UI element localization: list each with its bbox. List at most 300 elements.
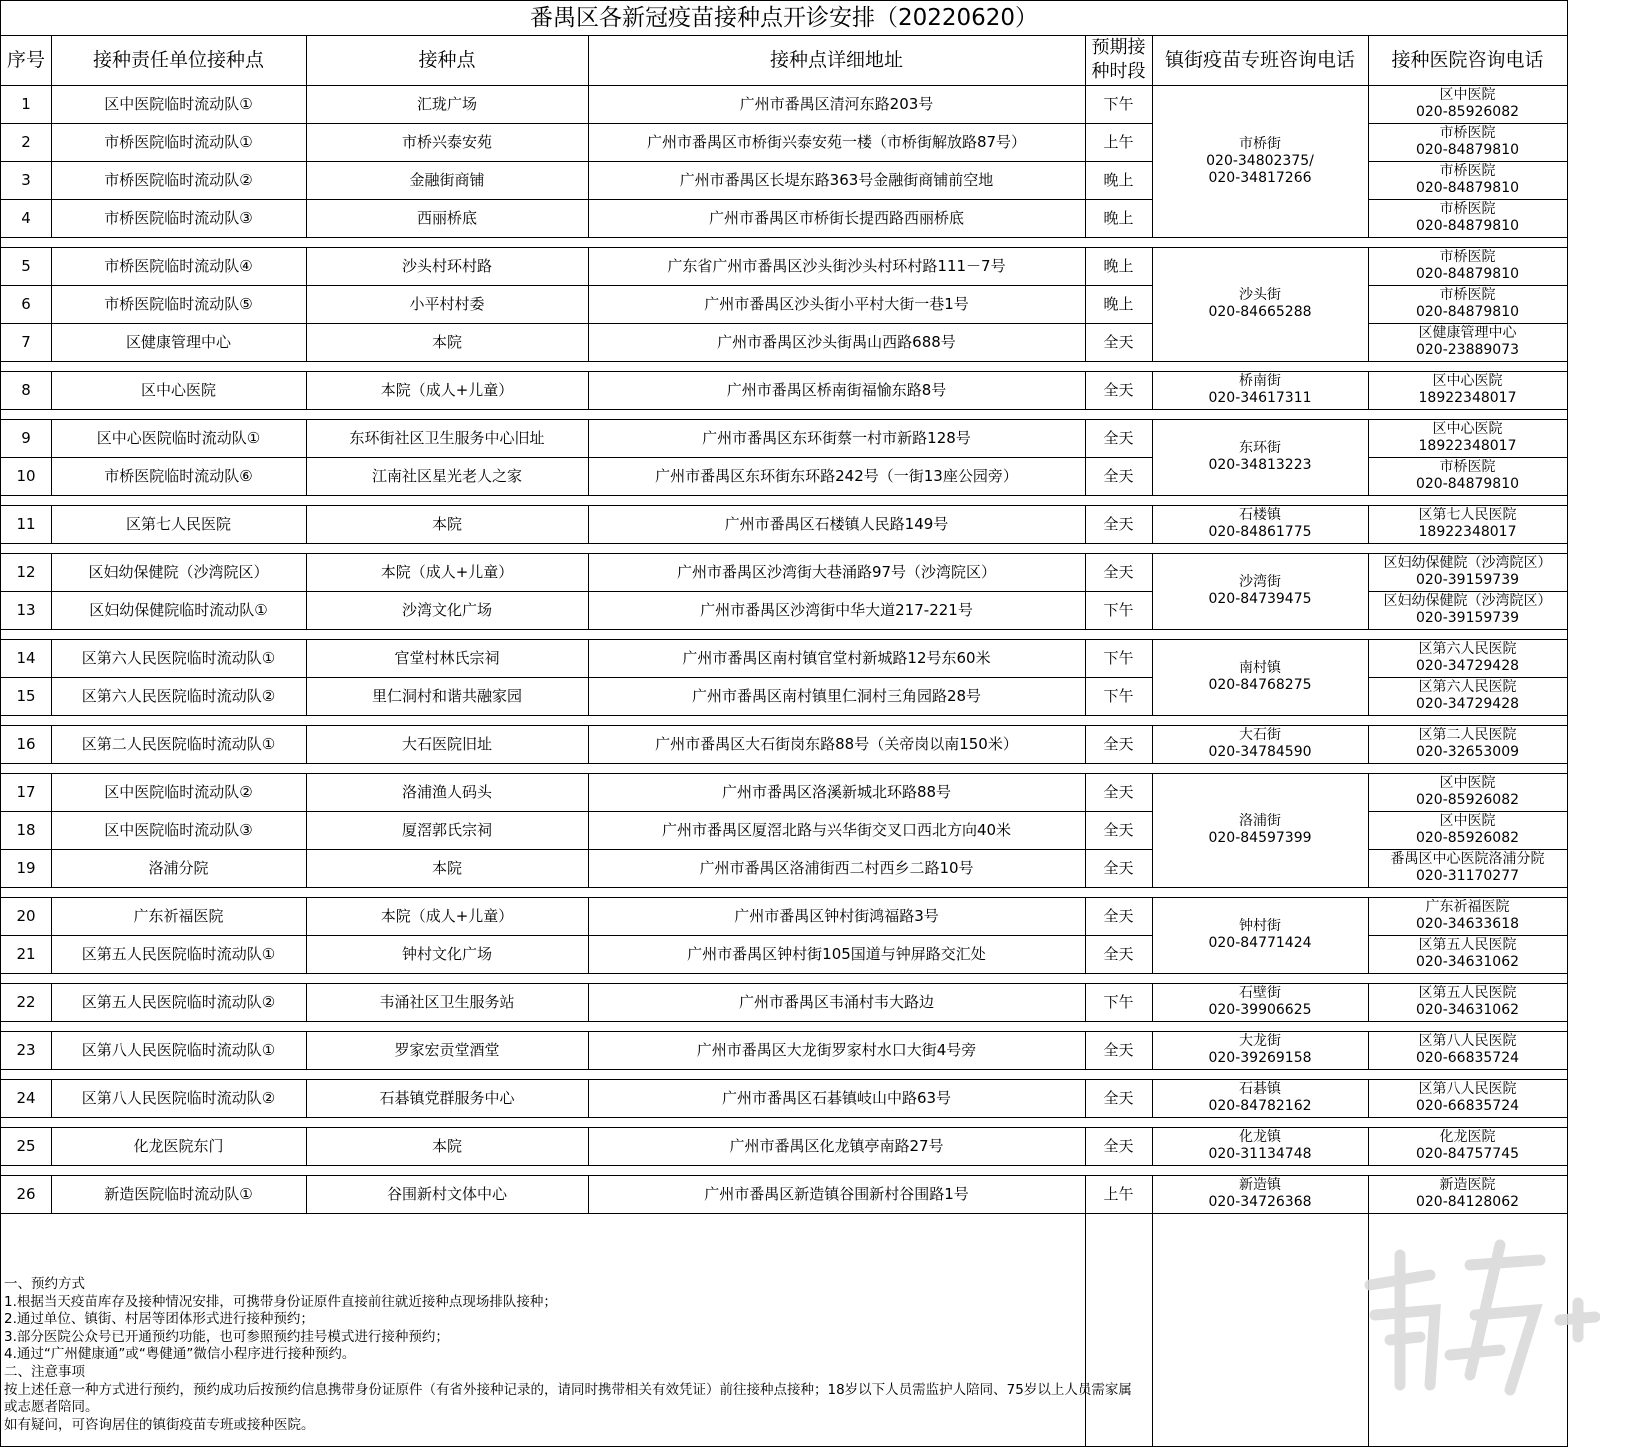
row-unit-text: 市桥医院临时流动队① bbox=[104, 132, 253, 151]
row-site-text: 石碁镇党群服务中心 bbox=[379, 1088, 515, 1107]
row-hospital-contact bbox=[1368, 371, 1567, 409]
row-site-text: 厦滘郭氏宗祠 bbox=[401, 820, 492, 839]
row-unit-text: 市桥医院临时流动队⑥ bbox=[104, 466, 253, 485]
grid-line bbox=[1, 247, 1152, 248]
grid-line bbox=[1368, 1031, 1369, 1069]
row-time bbox=[1085, 897, 1152, 935]
row-address-text: 广东省广州市番禺区沙头街沙头村环村路111－7号 bbox=[667, 256, 1006, 275]
row-site-text: 里仁洞村和谐共融家园 bbox=[371, 686, 522, 705]
note-item: 2.通过单位、镇街、村居等团体形式进行接种预约； bbox=[4, 1311, 314, 1328]
row-hospital-contact bbox=[1368, 811, 1567, 849]
row-address bbox=[588, 1175, 1085, 1213]
row-index bbox=[1, 323, 51, 361]
grid-line bbox=[1368, 553, 1369, 629]
grid-line bbox=[1152, 639, 1368, 640]
grid-line bbox=[1, 1031, 1152, 1032]
row-hospital-contact-text: 区中医院 bbox=[1439, 775, 1496, 791]
grid-line bbox=[1152, 247, 1153, 361]
header-time bbox=[1085, 35, 1152, 85]
row-hospital-contact-text: 市桥医院 bbox=[1439, 163, 1496, 179]
grid-line bbox=[588, 725, 589, 763]
row-index-text: 8 bbox=[21, 380, 31, 399]
grid-line bbox=[1368, 1165, 1567, 1166]
town-contact-text: 020-34817266 bbox=[1208, 169, 1312, 186]
grid-line bbox=[1152, 1127, 1368, 1128]
row-unit bbox=[51, 1127, 306, 1165]
grid-line bbox=[588, 983, 589, 1021]
row-index-text: 22 bbox=[16, 992, 36, 1011]
town-contact bbox=[1152, 419, 1368, 495]
row-hospital-contact-text: 020-84879810 bbox=[1415, 142, 1520, 158]
row-unit bbox=[51, 419, 306, 457]
grid-line bbox=[1152, 1213, 1153, 1446]
grid-line bbox=[1368, 887, 1567, 888]
row-time-text: 全天 bbox=[1103, 514, 1134, 533]
grid-line bbox=[1368, 639, 1567, 640]
row-hospital-contact-text: 区第六人民医院 bbox=[1418, 641, 1517, 657]
row-address-text: 广州市番禺区长堤东路363号金融街商铺前空地 bbox=[679, 170, 994, 189]
grid-line bbox=[1, 457, 1152, 458]
row-unit bbox=[51, 371, 306, 409]
grid-line bbox=[1368, 361, 1567, 362]
town-contact-text: 石楼镇 bbox=[1239, 507, 1281, 523]
grid-line bbox=[1, 715, 1152, 716]
town-contact-text: 020-34802375/ bbox=[1206, 152, 1314, 169]
grid-line bbox=[306, 505, 307, 543]
notes-heading-attention: 二、注意事项 bbox=[4, 1363, 85, 1380]
grid-line bbox=[1152, 1127, 1153, 1165]
town-contact bbox=[1152, 85, 1368, 237]
row-hospital-contact-text: 区中医院 bbox=[1439, 87, 1496, 103]
town-contact bbox=[1152, 505, 1368, 543]
grid-line bbox=[1152, 371, 1153, 409]
grid-line bbox=[1368, 639, 1369, 715]
row-address-text: 广州市番禺区沙湾街大巷涌路97号（沙湾院区） bbox=[676, 562, 997, 581]
row-address bbox=[588, 1031, 1085, 1069]
row-time-text: 晚上 bbox=[1103, 170, 1134, 189]
grid-line bbox=[1368, 773, 1567, 774]
row-hospital-contact-text: 区第五人民医院 bbox=[1418, 985, 1517, 1001]
grid-line bbox=[1, 1117, 1152, 1118]
row-time-text: 全天 bbox=[1103, 428, 1134, 447]
grid-line bbox=[1, 543, 1152, 544]
grid-line bbox=[51, 1079, 52, 1117]
row-time bbox=[1085, 505, 1152, 543]
row-index bbox=[1, 1127, 51, 1165]
row-hospital-contact bbox=[1368, 1127, 1567, 1165]
row-time bbox=[1085, 1175, 1152, 1213]
row-site-text: 江南社区星光老人之家 bbox=[371, 466, 522, 485]
row-unit bbox=[51, 199, 306, 237]
grid-line bbox=[306, 247, 307, 361]
town-contact bbox=[1152, 1031, 1368, 1069]
row-hospital-contact bbox=[1368, 639, 1567, 677]
row-address-text: 广州市番禺区新造镇谷围新村谷围路1号 bbox=[704, 1184, 969, 1203]
row-address-text: 广州市番禺区清河东路203号 bbox=[739, 94, 934, 113]
row-address bbox=[588, 371, 1085, 409]
town-contact-text: 大石街 bbox=[1239, 727, 1281, 743]
town-contact-text: 020-39269158 bbox=[1208, 1050, 1312, 1066]
note-item: 如有疑问，可咨询居住的镇街疫苗专班或接种医院。 bbox=[4, 1416, 315, 1433]
row-unit bbox=[51, 773, 306, 811]
row-unit-text: 区妇幼保健院（沙湾院区） bbox=[88, 562, 269, 581]
grid-line bbox=[1152, 495, 1368, 496]
grid-line bbox=[1, 1213, 1152, 1214]
row-hospital-contact bbox=[1368, 1175, 1567, 1213]
row-index bbox=[1, 897, 51, 935]
grid-line bbox=[1, 1069, 1152, 1070]
row-address-text: 广州市番禺区化龙镇亭南路27号 bbox=[729, 1136, 944, 1155]
row-site bbox=[306, 849, 588, 887]
row-index-text: 25 bbox=[16, 1136, 36, 1155]
row-index bbox=[1, 1079, 51, 1117]
row-address-text: 广州市番禺区大龙街罗家村水口大街4号旁 bbox=[696, 1040, 977, 1059]
town-contact bbox=[1152, 553, 1368, 629]
row-unit bbox=[51, 591, 306, 629]
row-address bbox=[588, 849, 1085, 887]
row-index-text: 6 bbox=[21, 294, 31, 313]
row-hospital-contact-text: 区第八人民医院 bbox=[1418, 1081, 1517, 1097]
row-time bbox=[1085, 725, 1152, 763]
town-contact-text: 020-34784590 bbox=[1208, 744, 1312, 760]
row-time-text: 上午 bbox=[1103, 1184, 1134, 1203]
row-address-text: 广州市番禺区东环街东环路242号（一街13座公园旁） bbox=[655, 466, 1018, 485]
row-hospital-contact bbox=[1368, 247, 1567, 285]
grid-line bbox=[1368, 1213, 1567, 1214]
grid-line bbox=[1368, 409, 1567, 410]
row-time bbox=[1085, 811, 1152, 849]
grid-line bbox=[1152, 1117, 1368, 1118]
grid-line bbox=[1368, 1079, 1369, 1117]
grid-line bbox=[1152, 247, 1368, 248]
row-hospital-contact bbox=[1368, 285, 1567, 323]
row-index bbox=[1, 1031, 51, 1069]
row-site bbox=[306, 419, 588, 457]
grid-line bbox=[1085, 983, 1086, 1021]
grid-line bbox=[1368, 247, 1567, 248]
grid-line bbox=[1368, 897, 1369, 973]
row-site bbox=[306, 85, 588, 123]
row-address bbox=[588, 323, 1085, 361]
row-hospital-contact bbox=[1368, 725, 1567, 763]
town-contact-text: 化龙镇 bbox=[1239, 1129, 1281, 1145]
grid-line bbox=[1368, 773, 1369, 887]
row-address bbox=[588, 285, 1085, 323]
grid-line bbox=[1152, 763, 1368, 764]
row-site-text: 沙头村环村路 bbox=[401, 256, 492, 275]
grid-line bbox=[306, 639, 307, 715]
row-index-text: 12 bbox=[16, 562, 36, 581]
grid-line bbox=[306, 725, 307, 763]
grid-line bbox=[1368, 237, 1567, 238]
row-unit-text: 广东祈福医院 bbox=[133, 906, 224, 925]
row-index-text: 20 bbox=[16, 906, 36, 925]
grid-line bbox=[1, 629, 1152, 630]
grid-line bbox=[1085, 371, 1086, 409]
row-hospital-contact-text: 020-34631062 bbox=[1415, 954, 1520, 970]
grid-line bbox=[1, 553, 1152, 554]
note-item: 按上述任意一种方式进行预约，预约成功后按预约信息携带身份证原件（有省外接种记录的，请同时携带相关有效凭证）前往接种点接种；18岁以下人员需监护人陪同、75岁以上人员需家属或志愿者陪同。 bbox=[4, 1381, 1132, 1416]
row-unit bbox=[51, 161, 306, 199]
row-time bbox=[1085, 123, 1152, 161]
grid-line bbox=[1152, 725, 1368, 726]
note-item: 1.根据当天疫苗库存及接种情况安排，可携带身份证原件直接前往就近接种点现场排队接种； bbox=[4, 1293, 557, 1310]
row-index bbox=[1, 639, 51, 677]
row-hospital-contact-text: 区妇幼保健院（沙湾院区） bbox=[1383, 555, 1552, 571]
row-site bbox=[306, 285, 588, 323]
grid-line bbox=[1, 495, 1152, 496]
row-address bbox=[588, 1079, 1085, 1117]
grid-line bbox=[1368, 553, 1567, 554]
grid-line bbox=[1152, 1079, 1368, 1080]
row-site bbox=[306, 591, 588, 629]
row-hospital-contact-text: 020-66835724 bbox=[1415, 1098, 1520, 1114]
row-time bbox=[1085, 935, 1152, 973]
town-contact bbox=[1152, 371, 1368, 409]
header-site bbox=[306, 35, 588, 85]
row-site bbox=[306, 457, 588, 495]
town-contact-text: 钟村街 bbox=[1239, 918, 1281, 934]
town-contact bbox=[1152, 983, 1368, 1021]
row-hospital-contact bbox=[1368, 323, 1567, 361]
row-address-text: 广州市番禺区市桥街兴泰安苑一楼（市桥街解放路87号） bbox=[646, 132, 1027, 151]
row-index-text: 1 bbox=[21, 94, 31, 113]
row-index-text: 18 bbox=[16, 820, 36, 839]
row-index-text: 4 bbox=[21, 208, 31, 227]
row-hospital-contact-text: 020-85926082 bbox=[1415, 792, 1520, 808]
grid-line bbox=[588, 1127, 589, 1165]
row-site-text: 官堂村林氏宗祠 bbox=[394, 648, 500, 667]
row-hospital-contact-text: 市桥医院 bbox=[1439, 125, 1496, 141]
grid-line bbox=[1368, 897, 1567, 898]
header-unit bbox=[51, 35, 306, 85]
header-index bbox=[1, 35, 51, 85]
row-site bbox=[306, 371, 588, 409]
row-time-text: 全天 bbox=[1103, 944, 1134, 963]
row-time bbox=[1085, 85, 1152, 123]
row-hospital-contact-text: 020-85926082 bbox=[1415, 830, 1520, 846]
row-index-text: 7 bbox=[21, 332, 31, 351]
row-unit-text: 区第七人民医院 bbox=[125, 514, 231, 533]
grid-line bbox=[1368, 505, 1369, 543]
row-address bbox=[588, 123, 1085, 161]
row-hospital-contact bbox=[1368, 1079, 1567, 1117]
row-site bbox=[306, 1127, 588, 1165]
header-address-text: 接种点详细地址 bbox=[769, 48, 903, 71]
row-hospital-contact bbox=[1368, 419, 1567, 457]
row-address-text: 广州市番禺区沙头街禺山西路688号 bbox=[717, 332, 956, 351]
row-address bbox=[588, 199, 1085, 237]
grid-line bbox=[1368, 85, 1567, 86]
row-site bbox=[306, 773, 588, 811]
row-hospital-contact-text: 18922348017 bbox=[1418, 438, 1517, 454]
grid-line bbox=[588, 419, 589, 495]
row-address-text: 广州市番禺区石楼镇人民路149号 bbox=[724, 514, 949, 533]
grid-line bbox=[588, 505, 589, 543]
grid-line bbox=[1152, 1069, 1368, 1070]
row-index bbox=[1, 725, 51, 763]
row-time bbox=[1085, 1127, 1152, 1165]
row-site bbox=[306, 1175, 588, 1213]
row-site-text: 小平村村委 bbox=[409, 294, 485, 313]
row-hospital-contact-text: 020-84879810 bbox=[1415, 304, 1520, 320]
grid-line bbox=[51, 639, 52, 715]
header-time-text: 预期接种时段 bbox=[1091, 37, 1146, 82]
row-unit bbox=[51, 85, 306, 123]
town-contact bbox=[1152, 725, 1368, 763]
grid-line bbox=[1, 973, 1152, 974]
grid-line bbox=[1368, 1069, 1567, 1070]
grid-line bbox=[1, 361, 1152, 362]
page-title-text: 番禺区各新冠疫苗接种点开诊安排（20220620） bbox=[529, 4, 1039, 31]
row-time bbox=[1085, 1031, 1152, 1069]
grid-line bbox=[51, 553, 52, 629]
row-hospital-contact-text: 020-34631062 bbox=[1415, 1002, 1520, 1018]
town-contact-text: 桥南街 bbox=[1239, 373, 1281, 389]
grid-line bbox=[1, 237, 1152, 238]
grid-line bbox=[51, 1175, 52, 1213]
grid-line bbox=[306, 371, 307, 409]
grid-line bbox=[306, 1079, 307, 1117]
row-address bbox=[588, 85, 1085, 123]
grid-line bbox=[1, 419, 1152, 420]
row-address bbox=[588, 897, 1085, 935]
town-contact-text: 020-84861775 bbox=[1208, 524, 1312, 540]
grid-line bbox=[588, 1031, 589, 1069]
row-unit-text: 新造医院临时流动队① bbox=[104, 1184, 253, 1203]
row-index bbox=[1, 849, 51, 887]
row-index-text: 13 bbox=[16, 600, 36, 619]
row-unit bbox=[51, 849, 306, 887]
grid-line bbox=[1152, 773, 1368, 774]
row-address-text: 广州市番禺区南村镇里仁洞村三角园路28号 bbox=[691, 686, 982, 705]
town-contact-text: 新造镇 bbox=[1239, 1177, 1281, 1193]
grid-line bbox=[1152, 973, 1368, 974]
row-index-text: 5 bbox=[21, 256, 31, 275]
row-address bbox=[588, 639, 1085, 677]
row-unit bbox=[51, 897, 306, 935]
grid-line bbox=[1152, 371, 1368, 372]
row-address-text: 广州市番禺区沙头街小平村大街一巷1号 bbox=[704, 294, 969, 313]
grid-line bbox=[1152, 419, 1368, 420]
row-index-text: 26 bbox=[16, 1184, 36, 1203]
row-site-text: 韦涌社区卫生服务站 bbox=[379, 992, 515, 1011]
grid-line bbox=[51, 85, 52, 237]
row-address-text: 广州市番禺区钟村街鸿福路3号 bbox=[734, 906, 939, 925]
row-time-text: 全天 bbox=[1103, 858, 1134, 877]
row-hospital-contact-text: 18922348017 bbox=[1418, 524, 1517, 540]
row-time-text: 下午 bbox=[1103, 686, 1134, 705]
header-address bbox=[588, 35, 1085, 85]
row-time bbox=[1085, 639, 1152, 677]
grid-line bbox=[1152, 983, 1153, 1021]
row-hospital-contact bbox=[1368, 123, 1567, 161]
grid-line bbox=[1152, 639, 1153, 715]
grid-line bbox=[1152, 1079, 1153, 1117]
header-site-text: 接种点 bbox=[418, 48, 476, 71]
row-hospital-contact-text: 020-84879810 bbox=[1415, 266, 1520, 282]
grid-line bbox=[1, 285, 1152, 286]
grid-line bbox=[1368, 457, 1567, 458]
grid-line bbox=[1152, 1031, 1153, 1069]
town-contact-text: 市桥街 bbox=[1239, 135, 1281, 152]
grid-line bbox=[1152, 715, 1368, 716]
row-hospital-contact-text: 化龙医院 bbox=[1439, 1129, 1496, 1145]
row-site bbox=[306, 639, 588, 677]
grid-line bbox=[588, 639, 589, 715]
row-address bbox=[588, 1127, 1085, 1165]
row-site bbox=[306, 897, 588, 935]
row-index-text: 14 bbox=[16, 648, 36, 667]
grid-line bbox=[306, 1031, 307, 1069]
row-time bbox=[1085, 677, 1152, 715]
grid-line bbox=[1, 887, 1152, 888]
row-time-text: 下午 bbox=[1103, 94, 1134, 113]
row-site-text: 本院（成人+儿童） bbox=[380, 906, 514, 925]
row-time-text: 全天 bbox=[1103, 332, 1134, 351]
row-hospital-contact-text: 区第七人民医院 bbox=[1418, 507, 1517, 523]
row-unit-text: 区中心医院临时流动队① bbox=[96, 428, 261, 447]
grid-line bbox=[51, 1127, 52, 1165]
grid-line bbox=[1085, 419, 1086, 495]
row-hospital-contact-text: 区中心医院 bbox=[1432, 421, 1503, 437]
row-site-text: 市桥兴泰安苑 bbox=[401, 132, 492, 151]
grid-line bbox=[1152, 1175, 1153, 1213]
row-address bbox=[588, 419, 1085, 457]
town-contact-text: 020-84739475 bbox=[1208, 591, 1312, 607]
row-hospital-contact bbox=[1368, 773, 1567, 811]
row-index bbox=[1, 247, 51, 285]
row-unit-text: 区妇幼保健院临时流动队① bbox=[89, 600, 268, 619]
row-unit bbox=[51, 639, 306, 677]
grid-line bbox=[1368, 973, 1567, 974]
grid-line bbox=[1368, 1175, 1567, 1176]
row-hospital-contact bbox=[1368, 85, 1567, 123]
row-unit-text: 区第六人民医院临时流动队① bbox=[81, 648, 276, 667]
row-site-text: 洛浦渔人码头 bbox=[401, 782, 492, 801]
row-index-text: 15 bbox=[16, 686, 36, 705]
grid-line bbox=[1368, 85, 1369, 237]
grid-line bbox=[1368, 591, 1567, 592]
grid-line bbox=[1, 505, 1152, 506]
row-site-text: 本院 bbox=[431, 332, 462, 351]
row-site bbox=[306, 123, 588, 161]
row-address-text: 广州市番禺区沙湾街中华大道217-221号 bbox=[700, 600, 973, 619]
row-unit bbox=[51, 677, 306, 715]
grid-line bbox=[1368, 1117, 1567, 1118]
row-address-text: 广州市番禺区韦涌村韦大路边 bbox=[738, 992, 934, 1011]
row-index-text: 23 bbox=[16, 1040, 36, 1059]
row-time bbox=[1085, 419, 1152, 457]
row-unit-text: 化龙医院东门 bbox=[133, 1136, 224, 1155]
row-address bbox=[588, 591, 1085, 629]
row-time-text: 全天 bbox=[1103, 1136, 1134, 1155]
grid-line bbox=[588, 773, 589, 887]
row-unit-text: 区中心医院 bbox=[140, 380, 216, 399]
grid-line bbox=[1085, 639, 1086, 715]
row-hospital-contact-text: 区第二人民医院 bbox=[1418, 727, 1517, 743]
row-hospital-contact-text: 市桥医院 bbox=[1439, 287, 1496, 303]
grid-line bbox=[1085, 505, 1086, 543]
town-contact-text: 大龙街 bbox=[1239, 1033, 1281, 1049]
grid-line bbox=[588, 85, 589, 237]
row-site-text: 罗家宏贡堂酒堂 bbox=[394, 1040, 500, 1059]
row-time bbox=[1085, 457, 1152, 495]
row-hospital-contact-text: 020-34633618 bbox=[1415, 916, 1520, 932]
grid-line bbox=[1567, 35, 1568, 85]
row-site bbox=[306, 935, 588, 973]
grid-line bbox=[1, 983, 1152, 984]
